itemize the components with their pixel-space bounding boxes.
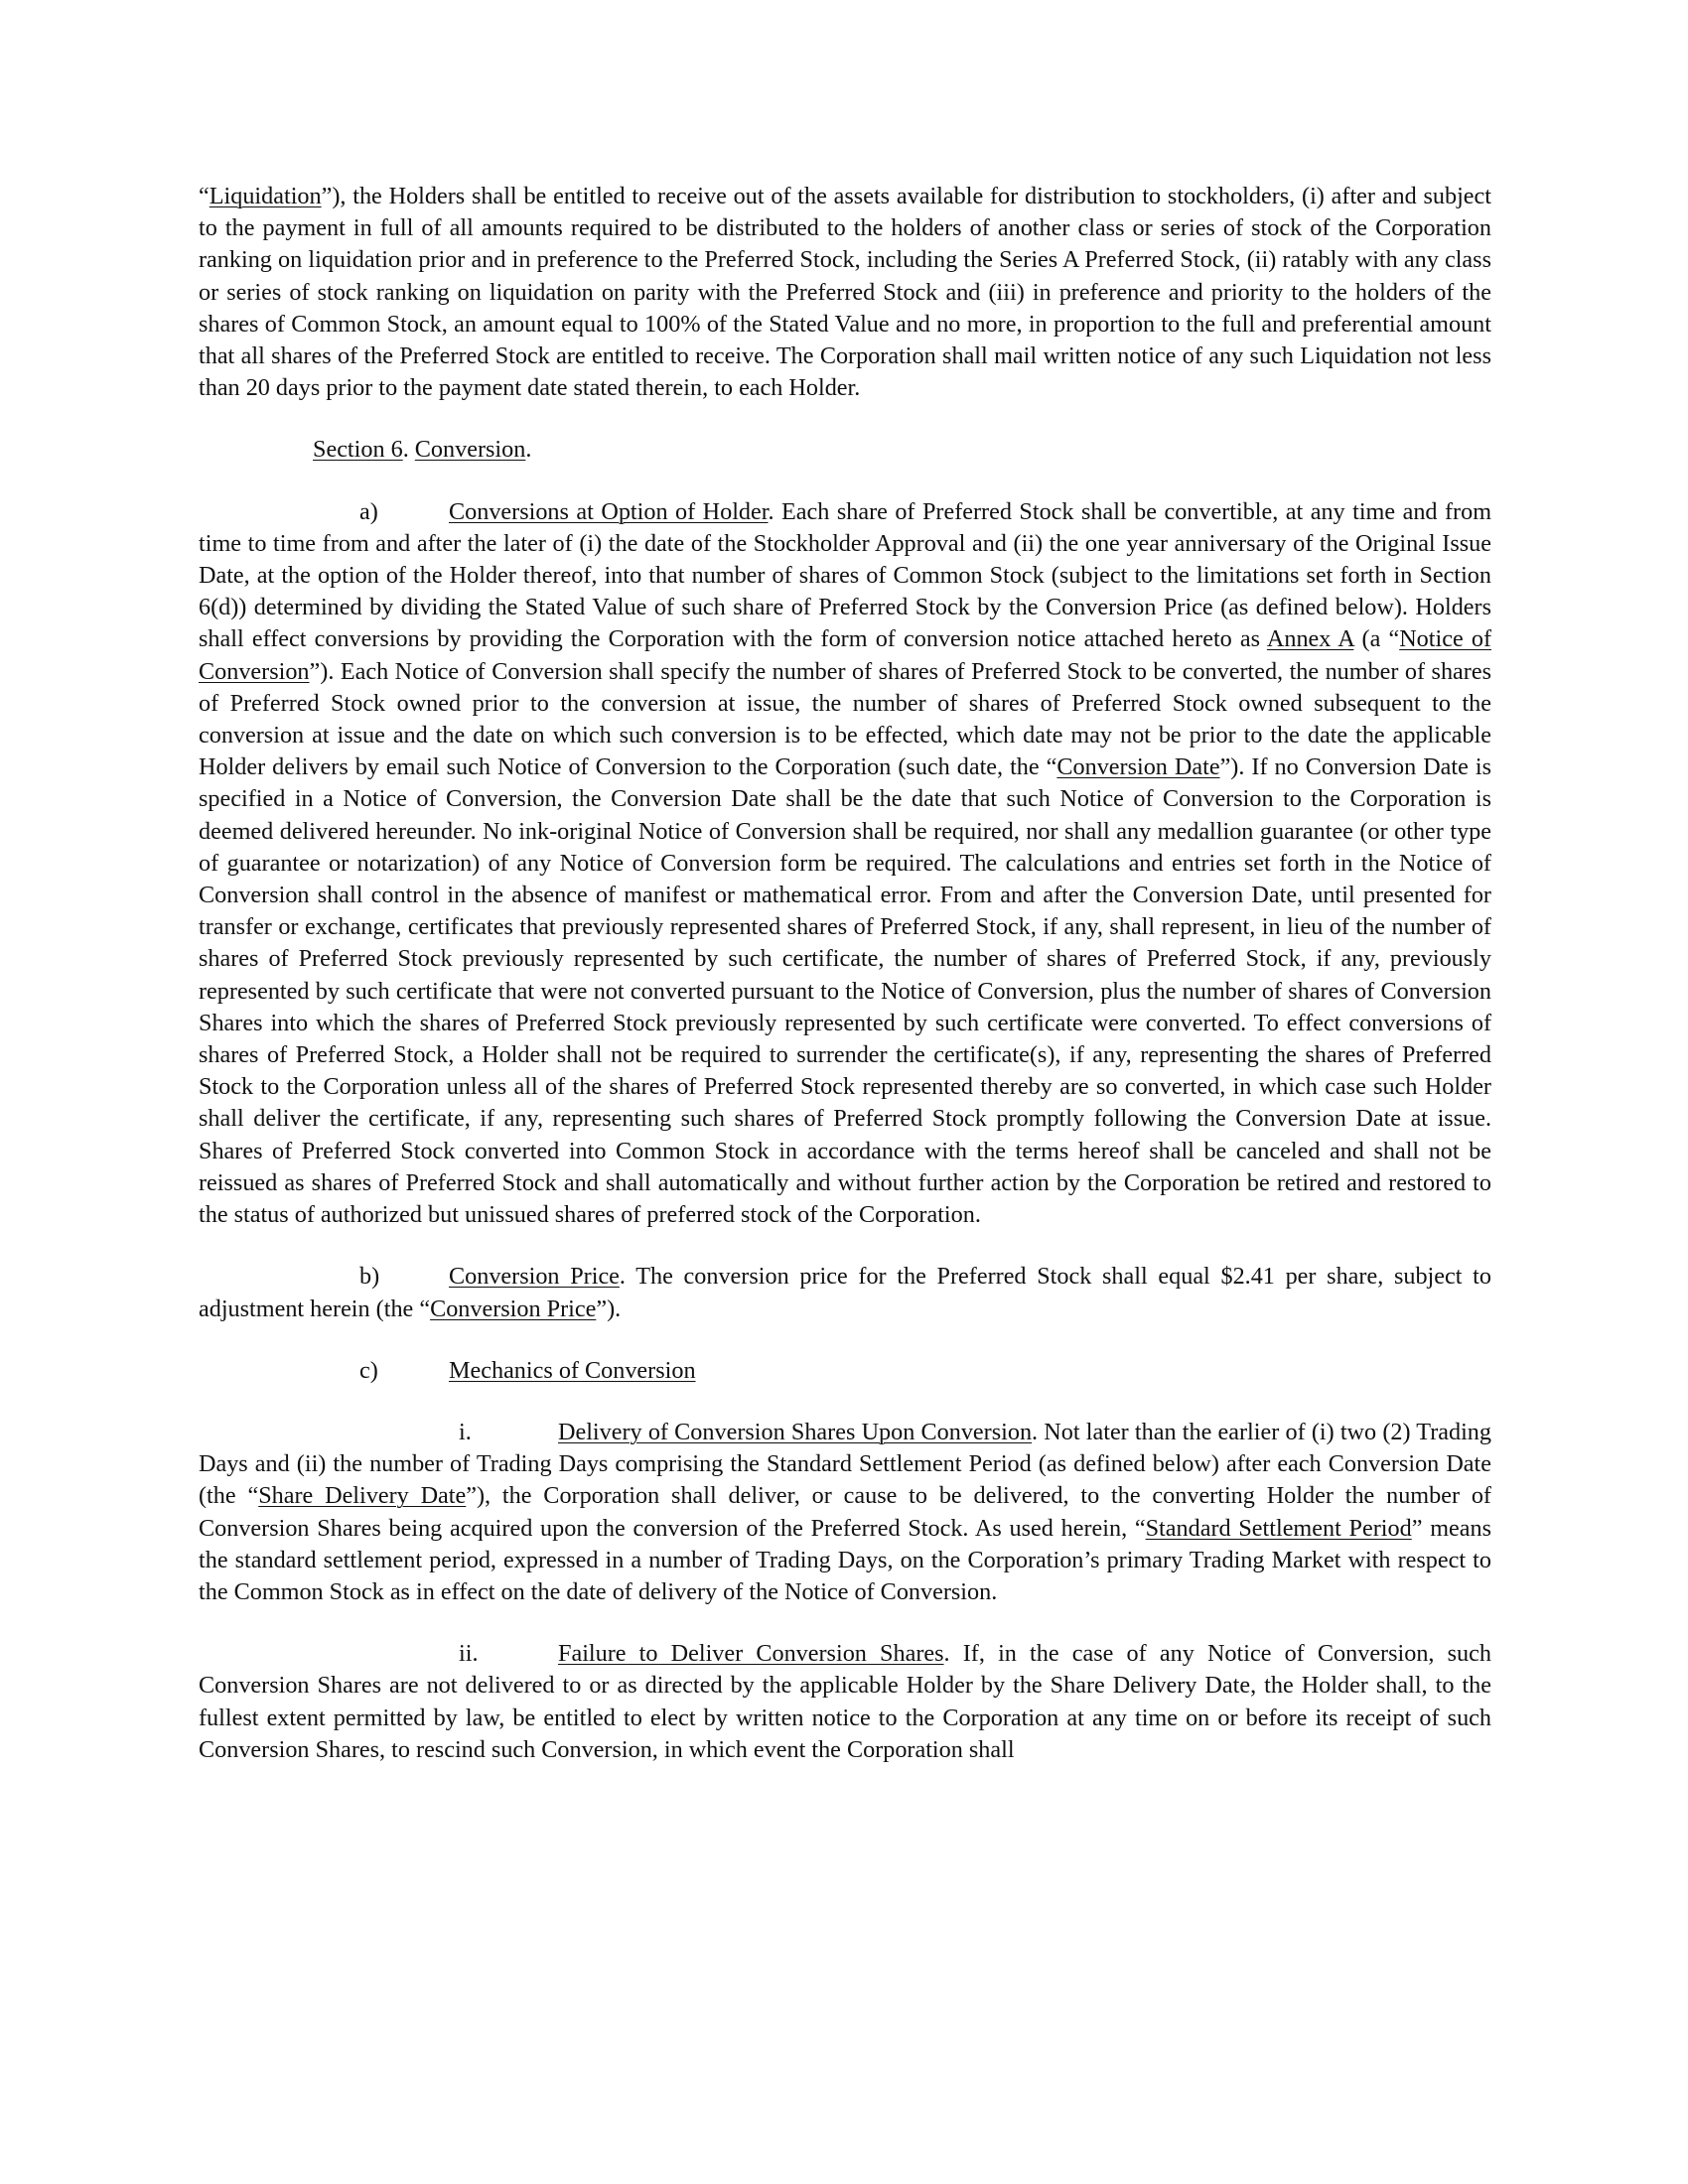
paragraph-i-delivery — [199, 1417, 1491, 1608]
section-title: Conversion — [414, 436, 526, 464]
paragraph-a-conversions — [199, 496, 1491, 1232]
subheading-failure-to-deliver: Failure to Deliver Conversion Shares — [558, 1640, 944, 1668]
text-run: ” means the standard settlement period, expressed in a number of Trading Days, on the Corporation’s primary Trading Market with respect to the Common Stock as in effect on the date of delivery of the Notice of Conversion. — [199, 1514, 1492, 1605]
document-page — [199, 181, 1491, 1766]
text-run: (a “ — [1353, 625, 1400, 653]
defined-term-annex-a: Annex A — [1266, 625, 1354, 653]
text-run: . If, in the case of any Notice of Conversion, such Conversion Shares are not delivered to or as directed by the applicable Holder by the Share Delivery Date, the Holder shall, to the fullest extent permitted by law, be entitled to elect by written notice to the Corporation at any time on or before its receipt of such Conversion Shares, to rescind such Conversion, in which event the Corporation shall — [199, 1640, 1491, 1763]
subheading-mechanics-of-conversion: Mechanics of Conversion — [449, 1356, 696, 1384]
text-run: . The conversion price for the Preferred Stock shall equal $2.41 per share, subject to adjustment herein (the “ — [199, 1263, 1491, 1322]
defined-term-share-delivery-date: Share Delivery Date — [258, 1482, 467, 1510]
text-run: . Each share of Preferred Stock shall be convertible, at any time and from time to time from and after the later of (i) the date of the Stockholder Approval and (ii) the one year anniversary of the Original Issue Date, at the option of the Holder thereof, into that number of shares of Common Stock (subject to the limitations set forth in Section 6(d)) determined by dividing the Stated Value of such share of Preferred Stock by the Conversion Price (as defined below). Holders shall effect conversions by providing the Corporation with the form of conversion notice attached hereto as — [199, 497, 1492, 653]
paragraph-label-a: a) — [359, 497, 378, 525]
subheading-delivery-of-conversion-shares: Delivery of Conversion Shares Upon Conversion — [558, 1418, 1033, 1445]
defined-term-notice-of-conversion: Notice of Conversion — [199, 625, 1492, 685]
text-run: ”). If no Conversion Date is specified in a Notice of Conversion, the Conversion Date shall be the date that such Notice of Conversion to the Corporation is deemed delivered hereunder. No ink-original Notice of Conversion shall be required, nor shall any medallion guarantee (or other type of guarantee or notarization) of any Notice of Conversion form be required. The calculations and entries set forth in the Notice of Conversion shall control in the absence of manifest or mathematical error. From and after the Conversion Date, until presented for transfer or exchange, certificates that previously represented shares of Preferred Stock, if any, shall represent, in lieu of the number of shares of Preferred Stock previously represented by such certificate, the number of shares of Preferred Stock, if any, previously represented by such certificate that were not converted pursuant to the Notice of Conversion, plus the number of shares of Conversion Shares into which the shares of Preferred Stock previously represented by such certificate were converted. To effect conversions of shares of Preferred Stock, a Holder shall not be required to surrender the certificate(s), if any, representing the shares of Preferred Stock to the Corporation unless all of the shares of Preferred Stock represented thereby are so converted, in which case such Holder shall deliver the certificate, if any, representing such shares of Preferred Stock promptly following the Conversion Date at issue. Shares of Preferred Stock converted into Common Stock in accordance with the terms hereof shall be canceled and shall not be reissued as shares of Preferred Stock and shall automatically and without further action by the Corporation be retired and restored to the status of authorized but unissued shares of preferred stock of the Corporation. — [199, 753, 1492, 1229]
paragraph-ii-failure-to-deliver — [199, 1638, 1491, 1766]
text-run: ”). — [596, 1295, 622, 1322]
paragraph-label-c: c) — [359, 1356, 378, 1384]
text-run: . Not later than the earlier of (i) two (2) Trading Days and (ii) the number of Trading Days comprising the Standard Settlement Period (as defined below) after each Conversion Date (the “ — [199, 1418, 1491, 1510]
defined-term-conversion-date: Conversion Date — [1056, 753, 1220, 781]
paragraph-label-b: b) — [359, 1263, 380, 1291]
defined-term-liquidation: Liquidation — [209, 183, 322, 209]
subheading-conversion-price: Conversion Price — [449, 1263, 620, 1291]
defined-term-conversion-price: Conversion Price — [430, 1295, 597, 1322]
paragraph-c-mechanics — [199, 1355, 1491, 1387]
paragraph-label-i: i. — [459, 1418, 472, 1445]
text-run: ”). Each Notice of Conversion shall specify the number of shares of Preferred Stock to be converted, the number of shares of Preferred Stock owned prior to the conversion at issue, the number of shares of Preferred Stock owned subsequent to the conversion at issue and the date on which such conversion is to be effected, which date may not be prior to the date the applicable Holder delivers by email such Notice of Conversion to the Corporation (such date, the “ — [199, 657, 1491, 781]
text-run: . — [402, 436, 415, 464]
text-run: ”), the Holders shall be entitled to receive out of the assets available for distribution to stockholders, (i) after and subject to the payment in full of all amounts required to be distributed to the holders of another class or series of stock of the Corporation ranking on liquidation prior and in preference to the Preferred Stock, including the Series A Preferred Stock, (ii) ratably with any class or series of stock ranking on liquidation on parity with the Preferred Stock and (iii) in preference and priority to the holders of the shares of Common Stock, an amount equal to 100% of the Stated Value and no more, in proportion to the full and preferential amount that all shares of the Preferred Stock are entitled to receive. The Corporation shall mail written notice of any such Liquidation not less than 20 days prior to the payment date stated therein, to each Holder. — [199, 183, 1491, 402]
liquidation-paragraph — [199, 181, 1491, 404]
paragraph-label-ii: ii. — [459, 1640, 479, 1668]
subheading-conversions-at-option: Conversions at Option of Holder — [449, 497, 769, 525]
section-number: Section 6 — [313, 436, 403, 464]
text-run: . — [525, 436, 532, 464]
text-run: ”), the Corporation shall deliver, or cause to be delivered, to the converting Holder the number of Conversion Shares being acquired upon the conversion of the Preferred Stock. As used herein, “ — [199, 1482, 1491, 1542]
section-6-heading — [199, 434, 1491, 466]
text-run: “ — [199, 183, 210, 209]
paragraph-b-conversion-price — [199, 1261, 1491, 1324]
defined-term-standard-settlement-period: Standard Settlement Period — [1145, 1514, 1412, 1542]
